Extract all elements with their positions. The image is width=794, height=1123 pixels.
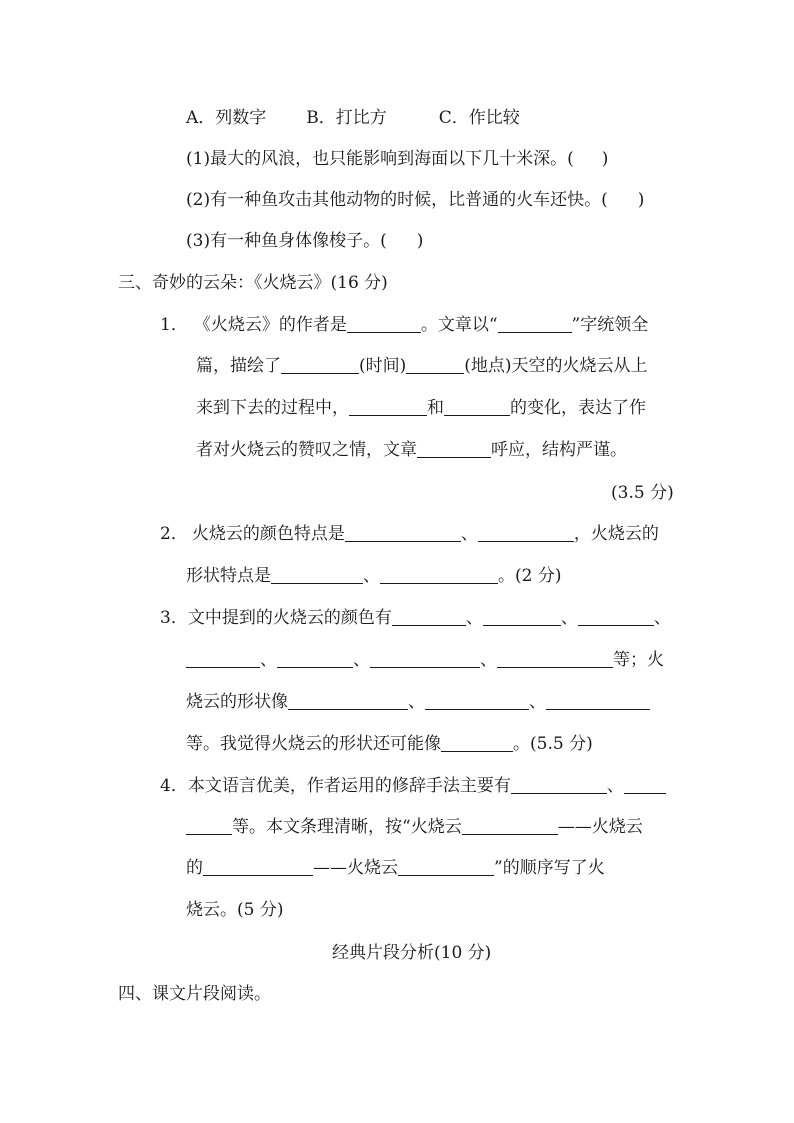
q1-line-3: 来到下去的过程中， 和 的变化，表达了作 [196,398,646,418]
section-4-title: 四、课文片段阅读。 [118,984,271,1004]
q1-score: (3.5 分) [611,483,674,503]
options-row [186,106,520,130]
blank[interactable] [203,857,313,876]
blank[interactable] [186,649,260,668]
blank[interactable] [392,607,466,626]
q1-line-4: 者对火烧云的赞叹之情，文章 呼应，结构严谨。 [196,440,627,460]
q2-line-2: 形状特点是 、 。(2 分) [186,566,562,586]
q3-number: 3． [160,608,188,628]
blank[interactable] [444,397,510,416]
q3-line-2: 、 、 、 等；火 [186,648,664,672]
blank[interactable] [498,314,572,333]
blank[interactable] [370,649,480,668]
blank[interactable] [462,816,558,835]
blank[interactable] [281,355,359,374]
blank[interactable] [406,355,464,374]
blank[interactable] [345,523,461,542]
blank[interactable] [425,691,529,710]
q4-line-4: 烧云。(5 分) [186,900,284,920]
q1-line-1: 1． 《火烧云》的作者是 。文章以“ ”字统领全 [160,315,649,335]
blank[interactable] [483,607,561,626]
q4-line-3: 的 ——火烧云 ”的顺序写了火 [186,858,605,878]
q3-line-3: 烧云的形状像 、 、 [186,690,650,714]
classic-heading: 经典片段分析(10 分) [332,943,492,963]
option-b: B．打比方 [306,108,387,128]
blank[interactable] [398,857,494,876]
q4-line-1: 4．本文语言优美，作者运用的修辞手法主要有 、 [160,774,666,798]
q1-line-2: 篇，描绘了 (时间) (地点)天空的火烧云从上 [196,356,648,376]
blank[interactable] [417,439,491,458]
blank[interactable] [380,565,498,584]
q2-item-1: (1)最大的风浪，也只能影响到海面以下几十米深。( ) [186,149,609,169]
blank[interactable] [349,397,427,416]
q2-item-2: (2)有一种鱼攻击其他动物的时候，比普通的火车还快。( ) [186,190,645,210]
q4-line-2: 等。本文条理清晰，按“火烧云 ——火烧云 [186,815,643,839]
blank[interactable] [347,314,421,333]
blank[interactable] [271,565,363,584]
q2-line-1: 2． 火烧云的颜色特点是 、 ，火烧云的 [160,524,659,544]
blank[interactable] [546,691,650,710]
blank[interactable] [578,607,654,626]
blank[interactable] [478,523,574,542]
blank[interactable] [277,649,353,668]
blank[interactable] [624,775,666,794]
option-c: C．作比较 [438,108,520,128]
q4-number: 4． [160,776,188,796]
blank[interactable] [441,733,513,752]
q1-number: 1． [160,315,188,335]
option-a: A．列数字 [186,108,267,128]
blank[interactable] [497,649,613,668]
blank[interactable] [186,816,232,835]
blank[interactable] [288,691,408,710]
blank[interactable] [511,775,607,794]
q2-item-3: (3)有一种鱼身体像梭子。( ) [186,231,424,251]
q2-number: 2． [160,524,188,544]
q3-line-1: 3．文中提到的火烧云的颜色有 、 、 、 [160,608,671,628]
section-3-title: 三、奇妙的云朵：《火烧云》(16 分) [118,273,388,293]
q3-line-4: 等。我觉得火烧云的形状还可能像 。(5.5 分) [186,734,593,754]
